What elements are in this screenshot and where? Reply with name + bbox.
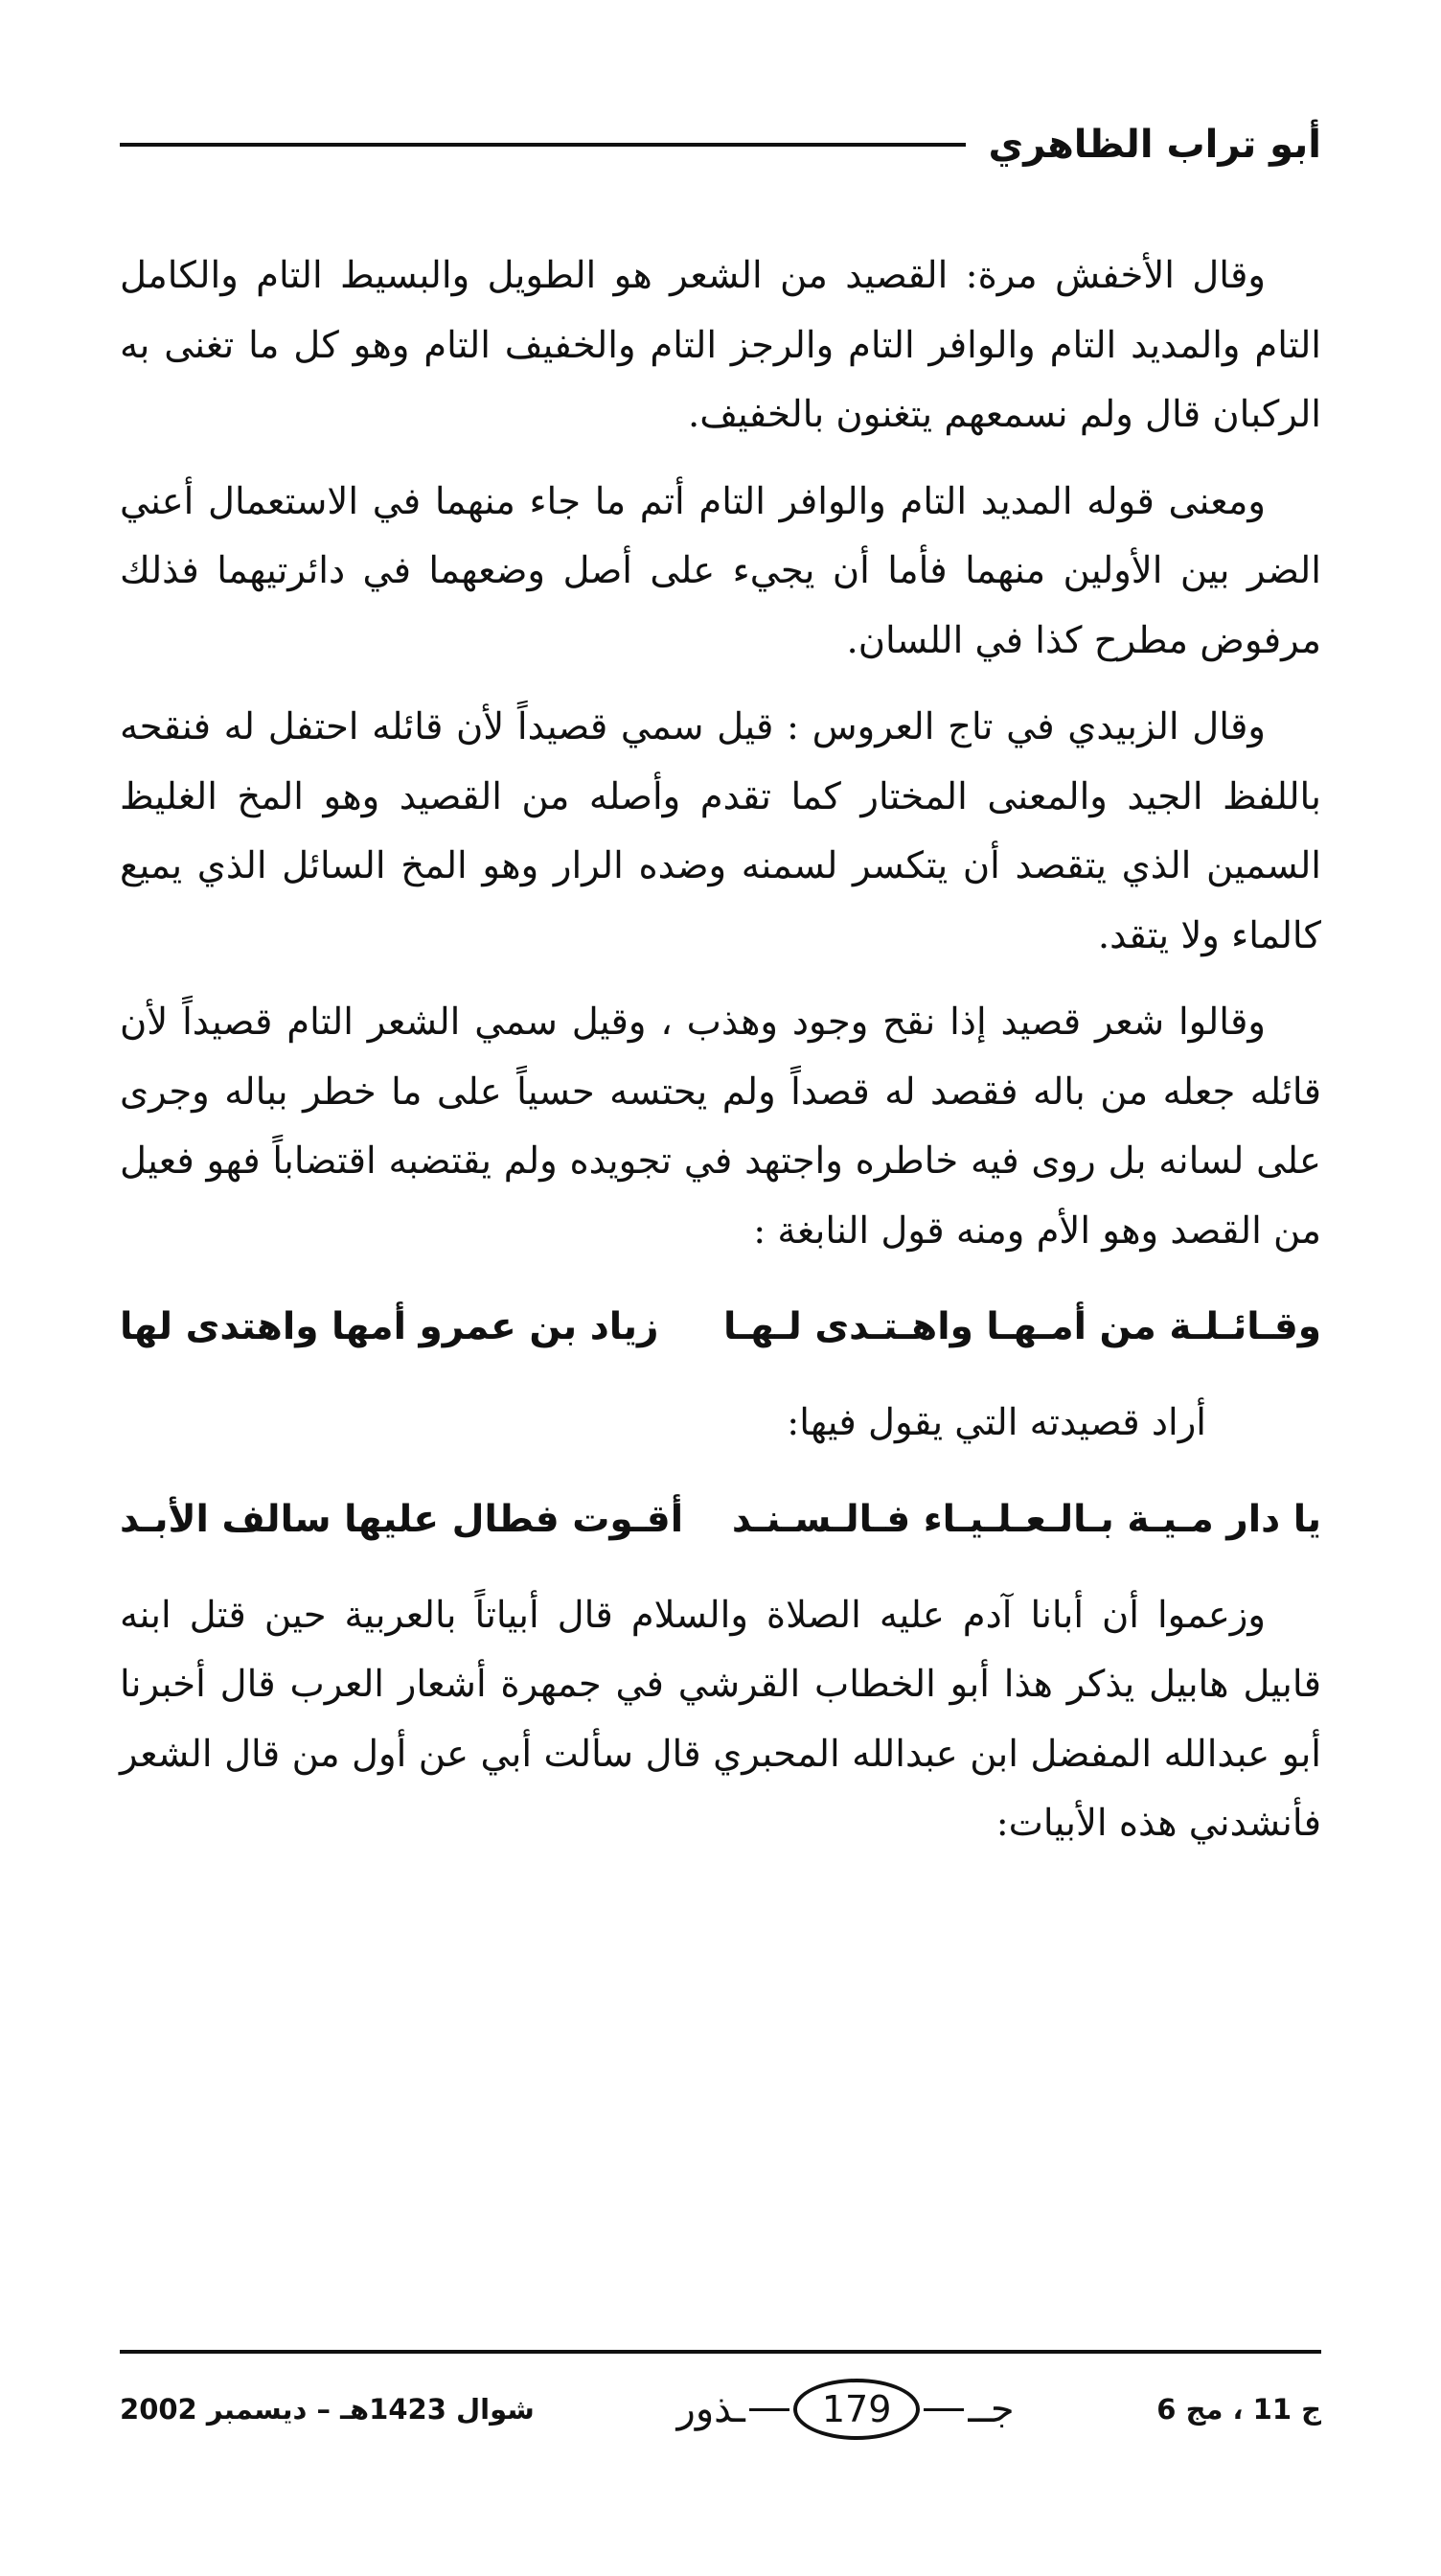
journal-name-left: جــ: [968, 2387, 1015, 2431]
article-body: [120, 242, 1321, 1876]
running-header: [120, 123, 1321, 167]
verse-2-intro: أراد قصيدته التي يقول فيها:: [787, 1401, 1206, 1444]
paragraph-4: وقالوا شعر قصيد إذا نقح وجود وهذب ، وقيل سمي الشعر التام قصيداً لأن قائله جعله من باله فقصد له قصداً ولم يحتسه حسياً على ما خطر بباله وجرى على لسانه بل روى فيه خاطره واجتهد في تجويده ولم يقتضبه اقتضاباً فهو فعيل من القصد وهو الأم ومنه قول النابغة :: [120, 1000, 1321, 1253]
journal-logo: [677, 2379, 1015, 2440]
verse-2-second-hemistich: أقـوت فطال عليها سالف الأبـد: [120, 1497, 684, 1541]
paragraph-2: ومعنى قوله المديد التام والوافر التام أتم ما جاء منهما في الاستعمال أعني الضر بين الأولين منهما فأما أن يجيء على أصل وضعهما في دائرتيهما فذلك مرفوض مطرح كذا في اللسان.: [120, 479, 1321, 662]
paragraph-1: وقال الأخفش مرة: القصيد من الشعر هو الطويل والبسيط التام والكامل التام والمديد التام والوافر التام والرجز التام والخفيف التام وهو كل ما تغنى به الركبان قال ولم نسمعهم يتغنون بالخفيف.: [120, 254, 1321, 436]
verse-2: [120, 1485, 1321, 1554]
author-name: أبو تراب الظاهري: [988, 123, 1321, 167]
journal-name-right: ـذور: [676, 2387, 745, 2431]
footer-rule: [120, 2350, 1321, 2354]
page-footer: [120, 2379, 1321, 2440]
verse-1-second-hemistich: زياد بن عمرو أمها واهتدى لها: [120, 1305, 659, 1348]
logo-dash: [749, 2408, 789, 2411]
verse-2-first-hemistich: يا دار مـيـة بـالـعـلـيـاء فـالـسـنـد: [731, 1497, 1321, 1541]
paragraph-3: وقال الزبيدي في تاج العروس : قيل سمي قصيداً لأن قائله احتفل له فنقحه باللفظ الجيد والمعنى المختار كما تقدم وأصله من القصيد وهو المخ الغليظ السمين الذي يتقصد أن يتكسر لسمنه وضده الرار وهو المخ السائل الذي يميع كالماء ولا يتقد.: [120, 705, 1321, 957]
page-number: 179: [793, 2379, 921, 2440]
verse-1-first-hemistich: وقـائـلـة من أمـهـا واهـتـدى لـهـا: [723, 1305, 1321, 1348]
volume-info: ج 11 ، مج 6: [1156, 2393, 1321, 2426]
verse-1: [120, 1293, 1321, 1362]
closing-paragraph: وزعموا أن أبانا آدم عليه الصلاة والسلام قال أبياتاً بالعربية حين قتل ابنه قابيل هابيل يذكر هذا أبو الخطاب القرشي في جمهرة أشعار العرب قال أخبرنا أبو عبدالله المفضل ابن عبدالله المحبري قال سألت أبي عن أول من قال الشعر فأنشدني هذه الأبيات:: [120, 1593, 1321, 1845]
logo-dash: [924, 2408, 964, 2411]
issue-date: شوال 1423هـ – ديسمبر 2002: [120, 2393, 535, 2426]
header-rule: [120, 143, 966, 147]
